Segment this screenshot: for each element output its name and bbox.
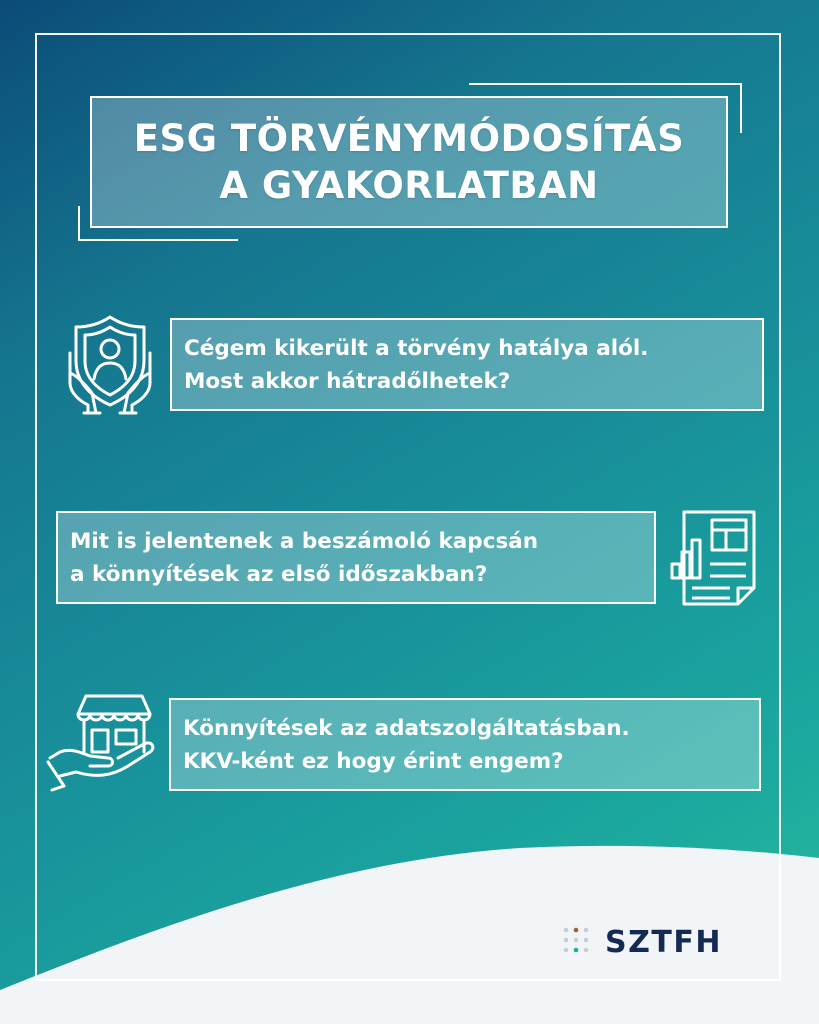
question-2-line-2: a könnyítések az első időszakban? [70,561,488,587]
page-title [134,115,685,209]
sztfh-logo [563,925,743,961]
question-box-2 [56,511,656,604]
title-line-1: ESG TÖRVÉNYMÓDOSÍTÁS [133,117,685,160]
question-box-3 [169,698,761,791]
question-3-line-1: Könnyítések az adatszolgáltatásban. [183,715,630,741]
dot-grid-logo-icon [563,925,593,961]
report-chart-document-icon [668,506,760,610]
shield-person-hands-icon [62,313,158,417]
question-2-line-1: Mit is jelentenek a beszámoló kapcsán [70,528,539,554]
question-1-line-2: Most akkor hátradőlhetek? [184,368,511,394]
question-box-1 [170,318,764,411]
title-box [90,96,728,228]
question-3-line-2: KKV-ként ez hogy érint engem? [183,748,564,774]
title-line-2: A GYAKORLATBAN [219,164,599,207]
question-1-line-1: Cégem kikerült a törvény hatálya alól. [184,335,649,361]
shop-in-hand-icon [46,692,158,792]
logo-text: SZTFH [605,925,722,960]
